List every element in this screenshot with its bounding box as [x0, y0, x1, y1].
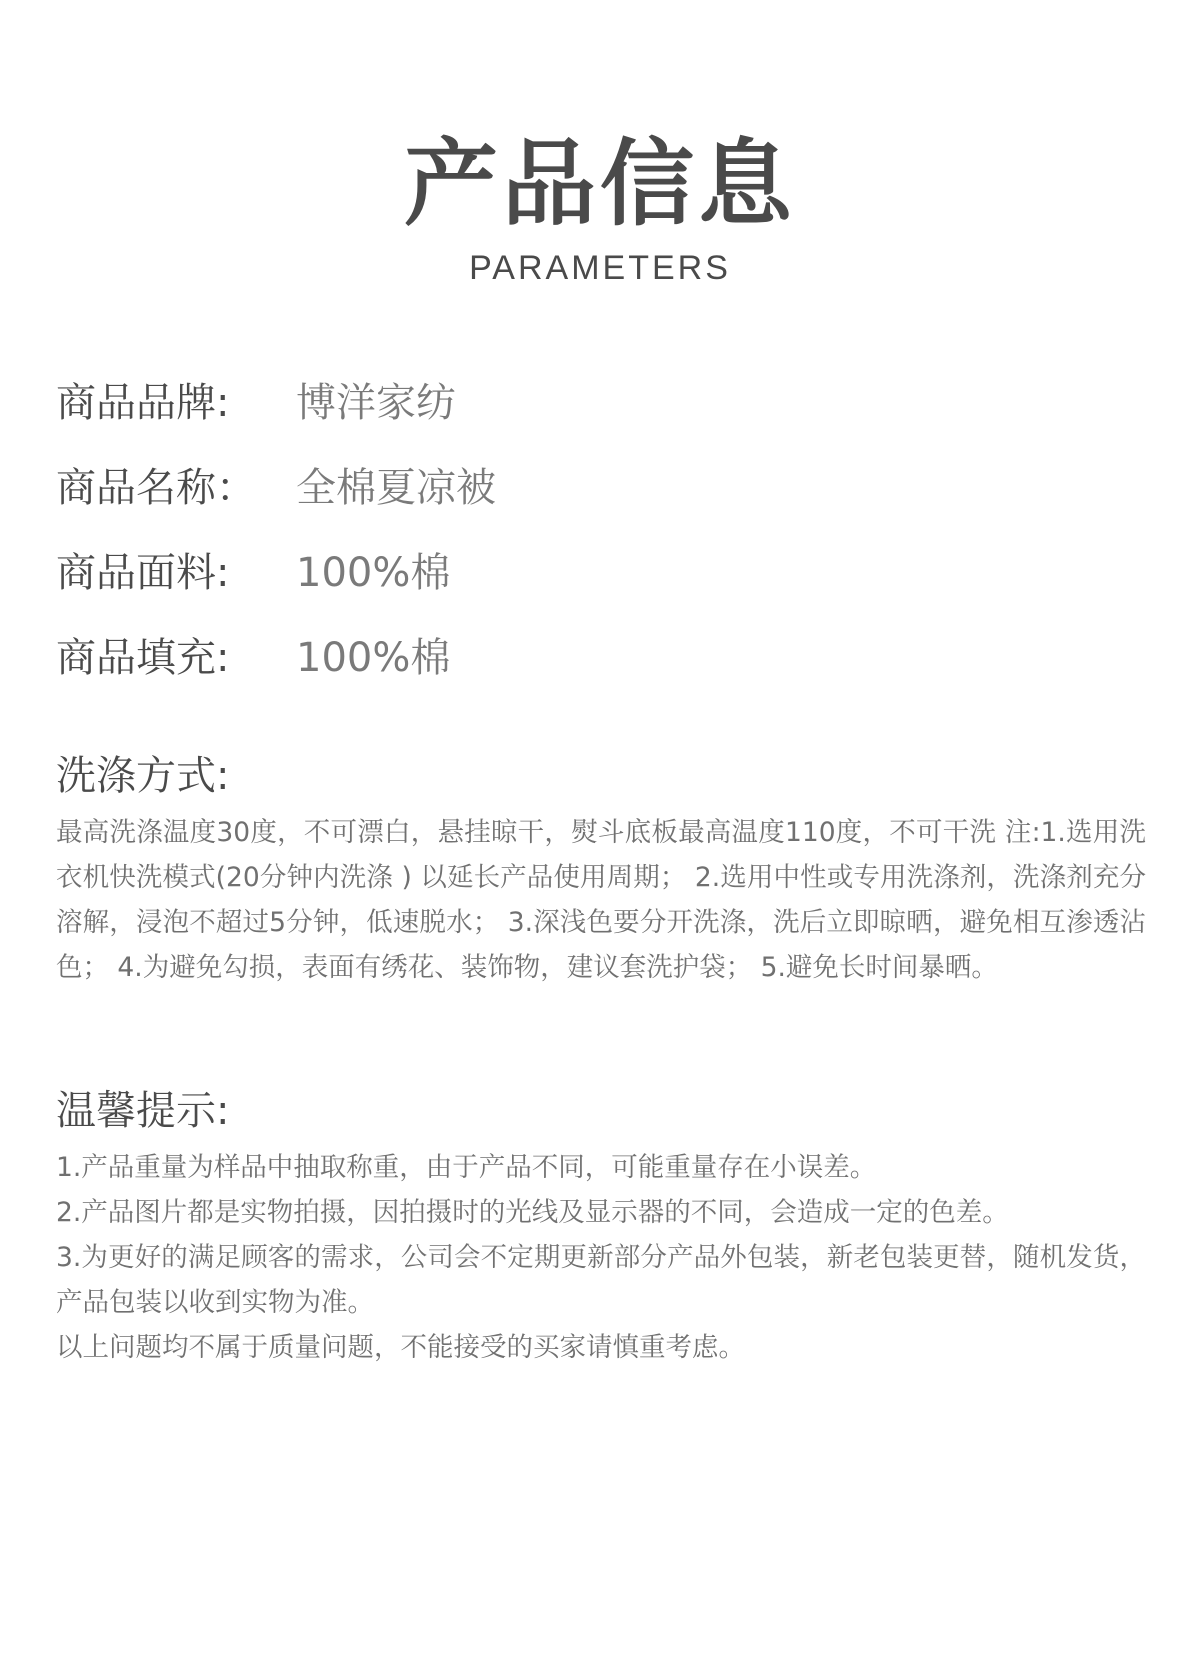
- param-label-name: 商品名称：: [56, 465, 256, 511]
- param-label-brand: 商品品牌:: [56, 380, 230, 426]
- page-title: 产品信息: [403, 130, 796, 239]
- param-value-name: 全棉夏凉被: [296, 465, 496, 511]
- tip-line-2: 2.产品图片都是实物拍摄，因拍摄时的光线及显示器的不同，会造成一定的色差。: [56, 1197, 1009, 1228]
- page-subtitle: PARAMETERS: [469, 249, 731, 287]
- param-label-fabric: 商品面料:: [56, 550, 230, 596]
- washing-instructions: 最高洗涤温度30度，不可漂白，悬挂晾干，熨斗底板最高温度110度，不可干洗 注:1.选用洗衣机快洗模式(20分钟内洗涤 ) 以延长产品使用周期； 2.选用中性或专用洗涤剂，洗涤剂充分溶解，浸泡不超过5分钟，低速脱水； 3.深浅色要分开洗涤，洗后立即晾晒，避免相互渗透沾色； 4.为避免勾损，表面有绣花、装饰物，建议套洗护袋； 5.避免长时间暴晒。: [56, 817, 1146, 983]
- parameter-list: [56, 378, 1156, 718]
- param-row-fabric: [56, 548, 1156, 633]
- tip-line-3: 3.为更好的满足顾客的需求，公司会不定期更新部分产品外包装，新老包装更替，随机发货，产品包装以收到实物为准。: [56, 1242, 1146, 1318]
- washing-section: [56, 748, 1146, 990]
- tip-line-4: 以上问题均不属于质量问题，不能接受的买家请慎重考虑。: [56, 1332, 745, 1363]
- param-label-filling: 商品填充:: [56, 635, 230, 681]
- param-row-filling: [56, 633, 1156, 718]
- tips-section: [56, 1083, 1146, 1370]
- param-row-name: [56, 463, 1156, 548]
- param-value-fabric: 100%棉: [296, 550, 451, 596]
- param-value-brand: 博洋家纺: [296, 380, 456, 426]
- param-row-brand: [56, 378, 1156, 463]
- tips-heading: 温馨提示:: [56, 1088, 230, 1134]
- washing-heading: 洗涤方式:: [56, 753, 230, 799]
- tip-line-1: 1.产品重量为样品中抽取称重，由于产品不同，可能重量存在小误差。: [56, 1152, 877, 1183]
- param-value-filling: 100%棉: [296, 635, 451, 681]
